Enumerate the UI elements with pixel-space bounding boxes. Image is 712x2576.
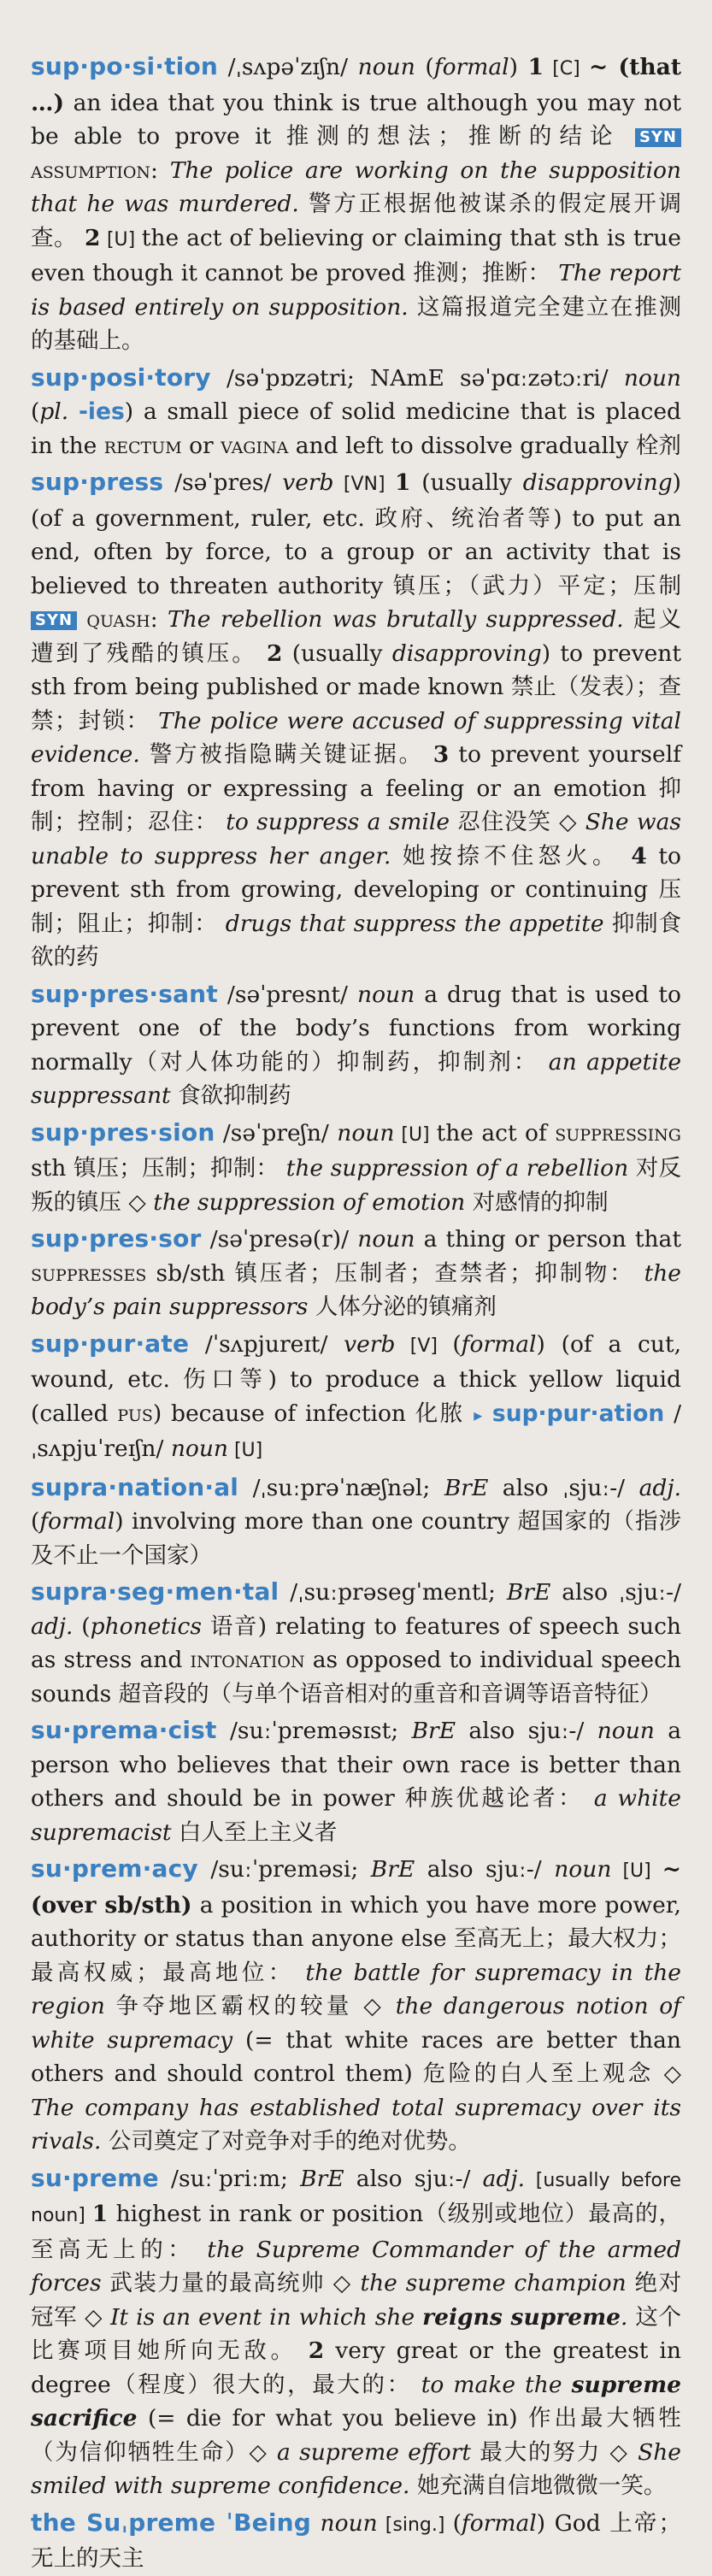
definition-text	[311, 2510, 321, 2537]
derivative: -ies	[78, 398, 125, 425]
example-text: disapproving	[522, 469, 673, 496]
definition-text	[68, 398, 79, 425]
entry-suppurate	[31, 1327, 681, 1468]
entry-supreme	[31, 2161, 681, 2503]
example-text: the suppression of a rebellion	[285, 1155, 629, 1182]
definition-text: 绝对冠军 ◇	[31, 2270, 681, 2331]
definition-text: 起义遭到了残酷的镇压。	[31, 606, 681, 667]
headword: sup·posi·tory	[31, 363, 211, 392]
entry-suprasegmental	[31, 1575, 681, 1711]
example-text: disapproving	[391, 640, 542, 667]
definition-text: (	[73, 1612, 91, 1640]
definition-text: 对感情的抑制	[465, 1188, 609, 1216]
example-text: formal	[39, 1508, 115, 1535]
sense-marker: 2	[308, 2337, 325, 2364]
example-text: noun	[170, 1435, 228, 1462]
example-text: noun	[357, 981, 415, 1008]
definition-text: (	[31, 1508, 40, 1535]
example-text: the Supreme Commander of the armed forces	[31, 2236, 681, 2296]
grammar-code: [C]	[544, 58, 589, 80]
example-text: BrE	[506, 1579, 551, 1606]
example-text: adj.	[638, 1474, 682, 1501]
example-text: BrE	[370, 1856, 415, 1883]
example-text: BrE	[300, 2165, 344, 2192]
definition-text: or	[181, 432, 221, 459]
definition-text: also sjuː-/	[456, 1718, 597, 1744]
example-text: noun	[357, 1226, 415, 1253]
example-text: BrE	[411, 1718, 456, 1744]
entry-suppress	[31, 465, 681, 975]
definition-text: 武装力量的最高统帅 ◇	[101, 2270, 361, 2296]
grammar-code: [U]	[394, 1123, 437, 1146]
cross-reference: quash:	[77, 606, 168, 633]
definition-text: 忍住没笑 ◇	[450, 809, 585, 835]
definition-text: 抑制食欲的药	[31, 910, 681, 970]
example-keyword: supreme sacrifice	[31, 2371, 681, 2432]
syn-badge: SYN	[635, 128, 681, 147]
sense-marker: 4	[631, 842, 647, 869]
example-text: .	[620, 2303, 628, 2331]
example-text: adj.	[482, 2165, 526, 2192]
definition-text: /səˈpreʃn/	[215, 1119, 338, 1147]
sense-marker: 1	[527, 54, 544, 80]
entry-body	[31, 54, 681, 354]
example-text: noun	[320, 2509, 378, 2537]
definition-text: (= die for what you believe in) 作出最大牺牲（为信仰牺牲生命）◇	[31, 2405, 681, 2466]
entry-supremacy	[31, 1852, 681, 2159]
example-text: the supreme champion	[360, 2270, 627, 2296]
grammar-code: [sing.]	[377, 2514, 453, 2536]
grammar-code: [U]	[227, 1440, 263, 1461]
example-text: the dangerous notion of white supremacy	[31, 1993, 681, 2054]
definition-text: 语音) relating to features of speech such as stress and	[31, 1612, 681, 1673]
definition-text: /səˈpresnt/	[217, 981, 358, 1008]
definition-text: 食欲抑制药	[170, 1082, 291, 1109]
definition-text: /suːˈpriːm;	[158, 2165, 301, 2192]
entry-body	[31, 1856, 681, 2155]
example-text: adj.	[31, 1612, 74, 1640]
example-text: noun	[357, 54, 415, 80]
definition-text: 争夺地区霸权的较量 ◇	[104, 1993, 396, 2019]
headword: sup·pur·ate	[31, 1329, 190, 1358]
definition-text: (= that white races are better than others and should control them) 危险的白人至上观念 ◇	[31, 2026, 681, 2087]
definition-text: very great or the greatest in degree（程度）很大的，最大的：	[31, 2337, 681, 2398]
sense-marker: 3	[432, 741, 450, 768]
example-text: noun	[554, 1856, 612, 1883]
example-text: the battle for supremacy in the region	[31, 1959, 681, 2019]
definition-text: ) a small piece of solid medicine that is placed in the	[31, 398, 681, 459]
definition-text: (	[31, 398, 40, 425]
example-text: a supreme effort	[277, 2438, 471, 2466]
definition-text: /ˌsʌpəˈzɪʃn/	[218, 54, 358, 80]
cross-reference: assumption:	[31, 156, 170, 184]
definition-text: and left to dissolve gradually 栓剂	[288, 432, 681, 459]
sense-marker: ~ (over sb/sth)	[31, 1856, 681, 1919]
derivative-arrow-icon: ▸	[474, 1404, 483, 1425]
definition-text: 公司奠定了对竞争对手的绝对优势。	[101, 2128, 471, 2155]
example-text: formal	[461, 2509, 537, 2537]
headword: supra·seg·men·tal	[31, 1577, 280, 1606]
headword: sup·po·si·tion	[31, 52, 219, 80]
sense-marker: 2	[85, 224, 101, 251]
entry-supreme-being	[31, 2506, 681, 2576]
example-text: noun	[597, 1718, 655, 1744]
grammar-code: [V]	[395, 1335, 453, 1357]
entry-supremacist	[31, 1713, 681, 1849]
definition-text: /səˈpɒzətri; NAmE səˈpɑːzətɔːri/	[210, 364, 624, 392]
entry-suppressor	[31, 1222, 681, 1324]
example-keyword: reigns supreme	[422, 2303, 621, 2331]
definition-text: to prevent sth from growing, developing or continuing 压制；阻止；抑制：	[31, 842, 681, 937]
cross-reference: intonation	[190, 1647, 305, 1673]
grammar-code: [usually before noun]	[31, 2169, 682, 2226]
example-text: She smiled with supreme confidence.	[31, 2438, 681, 2499]
headword: sup·press	[31, 468, 164, 496]
headword: supra·nation·al	[31, 1472, 239, 1501]
derivative: sup·pur·ation	[482, 1400, 665, 1427]
definition-text: /səˈpres/	[163, 469, 283, 496]
definition-text: also sjuː-/	[344, 2165, 483, 2192]
cross-reference: pus	[117, 1400, 153, 1427]
example-text: The police were accused of suppressing vital evidence.	[31, 707, 681, 768]
sense-marker: ~ (that …)	[31, 54, 682, 116]
entry-supposition	[31, 50, 681, 358]
definition-text: ) (of a cut, wound, etc. 伤口等) to produce a thick yellow liquid (called	[31, 1330, 682, 1427]
definition-text: also ˌsjuː-/	[488, 1474, 639, 1501]
definition-text: )	[509, 54, 528, 80]
example-text: noun	[337, 1119, 395, 1147]
example-text: to make the	[421, 2371, 572, 2398]
definition-text: 对反叛的镇压 ◇	[31, 1155, 681, 1216]
definition-text: /ˌsuːprəˈnæʃnəl;	[238, 1474, 444, 1501]
example-text: formal	[461, 1330, 537, 1358]
cross-reference: rectum	[103, 432, 182, 459]
example-text: noun	[623, 364, 681, 392]
example-text: a white supremacist	[31, 1785, 681, 1846]
definition-text: sb/sth 镇压者；压制者；查禁者；抑制物：	[146, 1259, 644, 1287]
headword: the Suˌpreme ˈBeing	[31, 2508, 311, 2537]
definition-text: 这个比赛项目她所向无敌。	[31, 2303, 681, 2364]
entry-body	[31, 2163, 682, 2500]
sense-marker: 1	[91, 2201, 109, 2227]
example-text: an appetite suppressant	[31, 1048, 681, 1109]
definition-text: the act of	[436, 1119, 556, 1147]
definition-text: ) God 上帝；无上的天主	[31, 2509, 681, 2572]
example-text: The police are working on the supposition that he was murdered.	[31, 156, 681, 217]
definition-text: ) involving more than one country 超国家的（指涉及不止一个国家）	[31, 1508, 681, 1569]
example-text: The rebellion was brutally suppressed.	[168, 606, 624, 633]
definition-text: (usually	[410, 469, 523, 496]
example-text: the suppression of emotion	[153, 1188, 466, 1216]
entry-body	[31, 469, 681, 970]
example-text: The company has established total supremacy over its rivals.	[31, 2094, 681, 2155]
definition-text: (	[452, 2509, 462, 2537]
definition-text: sth 镇压；压制；抑制：	[31, 1155, 286, 1182]
definition-text: also sjuː-/	[415, 1856, 555, 1883]
example-text: BrE	[444, 1474, 489, 1501]
syn-badge: SYN	[31, 611, 77, 630]
definition-text: ) because of infection 化脓	[152, 1400, 474, 1427]
example-text: phonetics	[90, 1612, 202, 1640]
grammar-code: [VN]	[333, 474, 395, 495]
definition-text: /ˌsuːprəsegˈmentl;	[279, 1579, 507, 1606]
entry-suppository	[31, 361, 681, 463]
entry-suppression	[31, 1116, 681, 1220]
example-text: The report is based entirely on supposition.	[31, 260, 681, 321]
definition-text: 人体分泌的镇痛剂	[308, 1294, 497, 1320]
sense-marker: 1	[394, 469, 411, 496]
definition-text: a drug that is used to prevent one of the body’s functions from working normally（对人体功能的）抑制药，抑制剂：	[31, 981, 681, 1076]
definition-text: the act of believing or claiming that sth is true even though it cannot be proved 推测；推断：	[31, 224, 681, 286]
definition-text: 最大的努力 ◇	[470, 2438, 638, 2466]
headword: su·prema·cist	[31, 1716, 217, 1744]
example-text: formal	[433, 54, 509, 80]
headword: sup·pres·sor	[31, 1224, 202, 1253]
definition-text: to prevent yourself from having or expressing a feeling or an emotion 抑制；控制；忍住：	[31, 741, 681, 835]
definition-text: 白人至上主义者	[171, 1819, 338, 1846]
definition-text: (	[452, 1330, 462, 1358]
definition-text: /ˌsʌpjuˈreɪʃn/	[31, 1400, 682, 1462]
definition-text: a thing or person that	[415, 1226, 681, 1253]
headword: su·preme	[31, 2163, 159, 2192]
definition-text: (usually	[282, 640, 392, 667]
headword: sup·pres·sant	[31, 979, 218, 1008]
definition-text: 她充满自信地微微一笑。	[409, 2473, 667, 2499]
definition-text: ) (of a government, ruler, etc. 政府、统治者等) to put an end, often by force, to a group or an activity that is believed to threaten authority 镇压；（武力）平定；压制	[31, 469, 682, 599]
example-text: drugs that suppress the appetite	[225, 910, 604, 937]
entry-suppressant	[31, 977, 681, 1113]
example-text: She was unable to suppress her anger.	[31, 809, 681, 869]
definition-text: /səˈpresə(r)/	[201, 1226, 358, 1253]
definition-text: as opposed to individual speech sounds 超音段的（与单个语音相对的重音和音调等语音特征）	[31, 1647, 682, 1707]
definition-text: a person who believes that their own race is better than others and should be in power 种族优越论者：	[31, 1718, 681, 1812]
cross-reference: vagina	[221, 432, 289, 459]
definition-text: 警方被指隐瞒关键证据。	[139, 741, 433, 768]
headword: sup·pres·sion	[31, 1117, 215, 1147]
definition-text: an idea that you think is true although you may not be able to prove it 推测的想法；推断的结论	[31, 89, 681, 150]
definition-text: 这篇报道完全建立在推测的基础上。	[31, 293, 681, 354]
grammar-code: [U]	[100, 228, 142, 251]
example-text: verb	[282, 469, 334, 496]
definition-text: also ˌsjuː-/	[550, 1579, 681, 1606]
headword: su·prem·acy	[31, 1854, 198, 1883]
sense-marker: 2	[266, 640, 283, 667]
example-text: pl.	[39, 398, 69, 425]
example-text: verb	[344, 1330, 396, 1358]
example-text: It is an event in which she	[110, 2303, 423, 2331]
grammar-code: [U]	[611, 1860, 662, 1882]
entry-supranational	[31, 1471, 681, 1573]
cross-reference: suppresses	[31, 1259, 147, 1287]
example-text: to suppress a smile	[226, 809, 450, 835]
definition-text: /suːˈpreməsi;	[197, 1856, 371, 1883]
definition-text: ) to prevent sth from being published or made known 禁止（发表）；查禁；封锁：	[31, 640, 681, 734]
example-text: the body’s pain suppressors	[31, 1259, 681, 1320]
definition-text: 警方正根据他被谋杀的假定展开调查。	[31, 191, 681, 251]
definition-text: /ˈsʌpjureɪt/	[189, 1330, 344, 1358]
definition-text: a position in which you have more power, authority or status than anyone else 至高无上；最大权力；最高权威；最高地位：	[31, 1891, 681, 1986]
definition-text: 她按捺不住怒火。	[391, 842, 632, 869]
definition-text: /suːˈpreməsɪst;	[216, 1718, 412, 1744]
definition-text: highest in rank or position（级别或地位）最高的，至高无上的：	[31, 2201, 681, 2263]
definition-text: (	[415, 54, 434, 80]
cross-reference: suppressing	[555, 1119, 681, 1147]
